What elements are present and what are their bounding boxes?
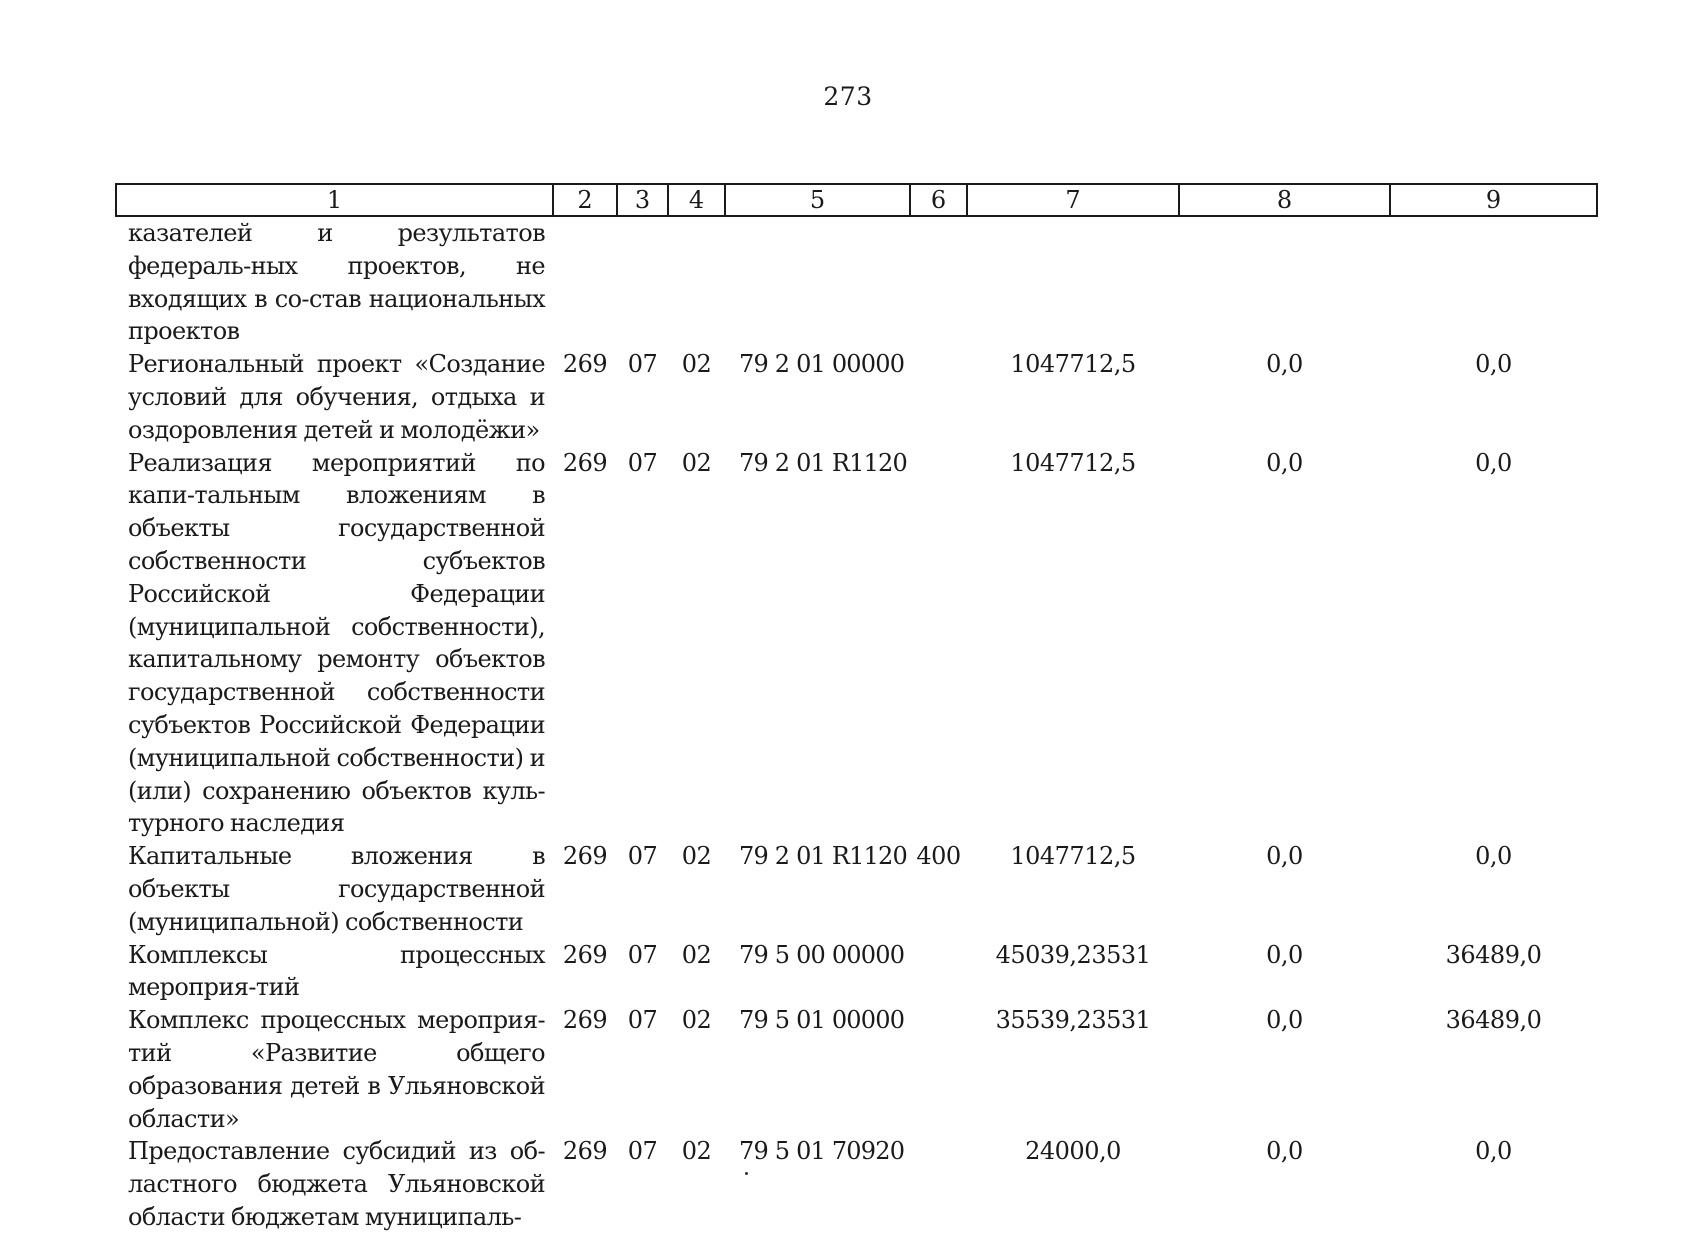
row-amount-1	[967, 216, 1179, 348]
row-amount-1: 24000,0	[1025, 1137, 1121, 1166]
row-amount-1: 45039,23531	[995, 940, 1151, 969]
row-amount-2: 0,0	[1266, 1137, 1303, 1166]
row-admin-code: 269	[562, 1006, 608, 1035]
table-row	[116, 1004, 1597, 1135]
row-description: Региональный проект «Создание условий для обучения, отдыха и оздоровления детей и молодёжи»	[128, 350, 545, 444]
row-expense-type	[910, 1004, 967, 1135]
row-expense-type: 400	[916, 842, 961, 871]
row-admin-code: 269	[562, 940, 608, 969]
header-col-5: 5	[725, 184, 910, 216]
table-row	[116, 216, 1597, 348]
row-subsection: 02	[681, 842, 712, 871]
row-amount-2: 0,0	[1266, 842, 1303, 871]
scan-speck	[745, 1172, 748, 1175]
row-section	[617, 216, 668, 348]
row-section: 07	[627, 1006, 658, 1035]
row-description: Предоставление субсидий из об-ластного бюджета Ульяновской области бюджетам муниципаль-	[128, 1137, 545, 1231]
table-header	[116, 184, 1597, 216]
header-col-8: 8	[1179, 184, 1390, 216]
row-description: Комплекс процессных мероприя-тий «Развитие общего образования детей в Ульяновской области»	[128, 1006, 545, 1133]
row-admin-code: 269	[562, 350, 608, 379]
row-amount-1: 1047712,5	[1010, 448, 1136, 477]
row-admin-code	[553, 216, 617, 348]
row-expense-type	[910, 1135, 967, 1233]
row-section: 07	[627, 1137, 658, 1166]
header-col-7: 7	[967, 184, 1179, 216]
row-subsection: 02	[681, 448, 712, 477]
budget-table	[115, 183, 1598, 1234]
page-number: 273	[823, 82, 873, 111]
row-description: Капитальные вложения в объекты государственной (муниципальной) собственности	[128, 842, 545, 936]
row-section: 07	[627, 350, 658, 379]
row-description: Реализация мероприятий по капи-тальным вложениям в объекты государственной собственности субъектов Российской Федерации (муниципальной собственности), капитальному ремонту объектов государственной собственности субъектов Российской Федерации (муниципальной собственности) и (или) сохранению объектов куль-турного наследия	[128, 448, 545, 838]
row-amount-3: 0,0	[1475, 842, 1512, 871]
header-col-2: 2	[553, 184, 617, 216]
row-admin-code: 269	[562, 1137, 608, 1166]
row-description: казателей и результатов федераль-ных проектов, не входящих в со-став национальных проектов	[128, 219, 545, 346]
row-subsection: 02	[681, 1137, 712, 1166]
row-section: 07	[627, 842, 658, 871]
row-amount-3: 0,0	[1475, 350, 1512, 379]
row-target-article: 79 2 01 R1120	[739, 448, 907, 477]
header-col-1: 1	[116, 184, 553, 216]
row-expense-type	[910, 348, 967, 446]
table-row	[116, 1135, 1597, 1233]
header-col-9: 9	[1390, 184, 1597, 216]
row-amount-1: 1047712,5	[1010, 842, 1136, 871]
header-row	[116, 184, 1597, 216]
table-row	[116, 840, 1597, 938]
row-target-article: 79 5 01 70920	[739, 1137, 905, 1166]
row-target-article: 79 2 01 00000	[739, 350, 905, 379]
row-target-article: 79 5 01 00000	[739, 1006, 905, 1035]
row-amount-1: 1047712,5	[1010, 350, 1136, 379]
row-expense-type	[910, 939, 967, 1005]
row-description: Комплексы процессных мероприя-тий	[128, 940, 545, 1002]
header-col-3: 3	[617, 184, 668, 216]
table-body	[116, 216, 1597, 1234]
row-section: 07	[627, 448, 658, 477]
row-amount-2	[1179, 216, 1390, 348]
row-amount-2: 0,0	[1266, 350, 1303, 379]
row-target-article: 79 5 00 00000	[739, 940, 905, 969]
row-amount-1: 35539,23531	[995, 1006, 1151, 1035]
table-row	[116, 447, 1597, 841]
row-target-article	[725, 216, 910, 348]
row-amount-3	[1390, 216, 1597, 348]
row-amount-3: 36489,0	[1445, 1006, 1542, 1035]
row-admin-code: 269	[562, 448, 608, 477]
row-subsection: 02	[681, 1006, 712, 1035]
row-amount-3: 36489,0	[1445, 940, 1542, 969]
table-row	[116, 348, 1597, 446]
row-amount-2: 0,0	[1266, 448, 1303, 477]
row-target-article: 79 2 01 R1120	[739, 842, 907, 871]
row-section: 07	[627, 940, 658, 969]
row-amount-3: 0,0	[1475, 1137, 1512, 1166]
row-subsection: 02	[681, 940, 712, 969]
row-amount-2: 0,0	[1266, 940, 1303, 969]
row-expense-type	[910, 216, 967, 348]
row-subsection: 02	[681, 350, 712, 379]
row-subsection	[668, 216, 725, 348]
row-amount-2: 0,0	[1266, 1006, 1303, 1035]
row-admin-code: 269	[562, 842, 608, 871]
header-col-4: 4	[668, 184, 725, 216]
header-col-6: 6	[910, 184, 967, 216]
table-row	[116, 939, 1597, 1005]
row-amount-3: 0,0	[1475, 448, 1512, 477]
row-expense-type	[910, 447, 967, 841]
